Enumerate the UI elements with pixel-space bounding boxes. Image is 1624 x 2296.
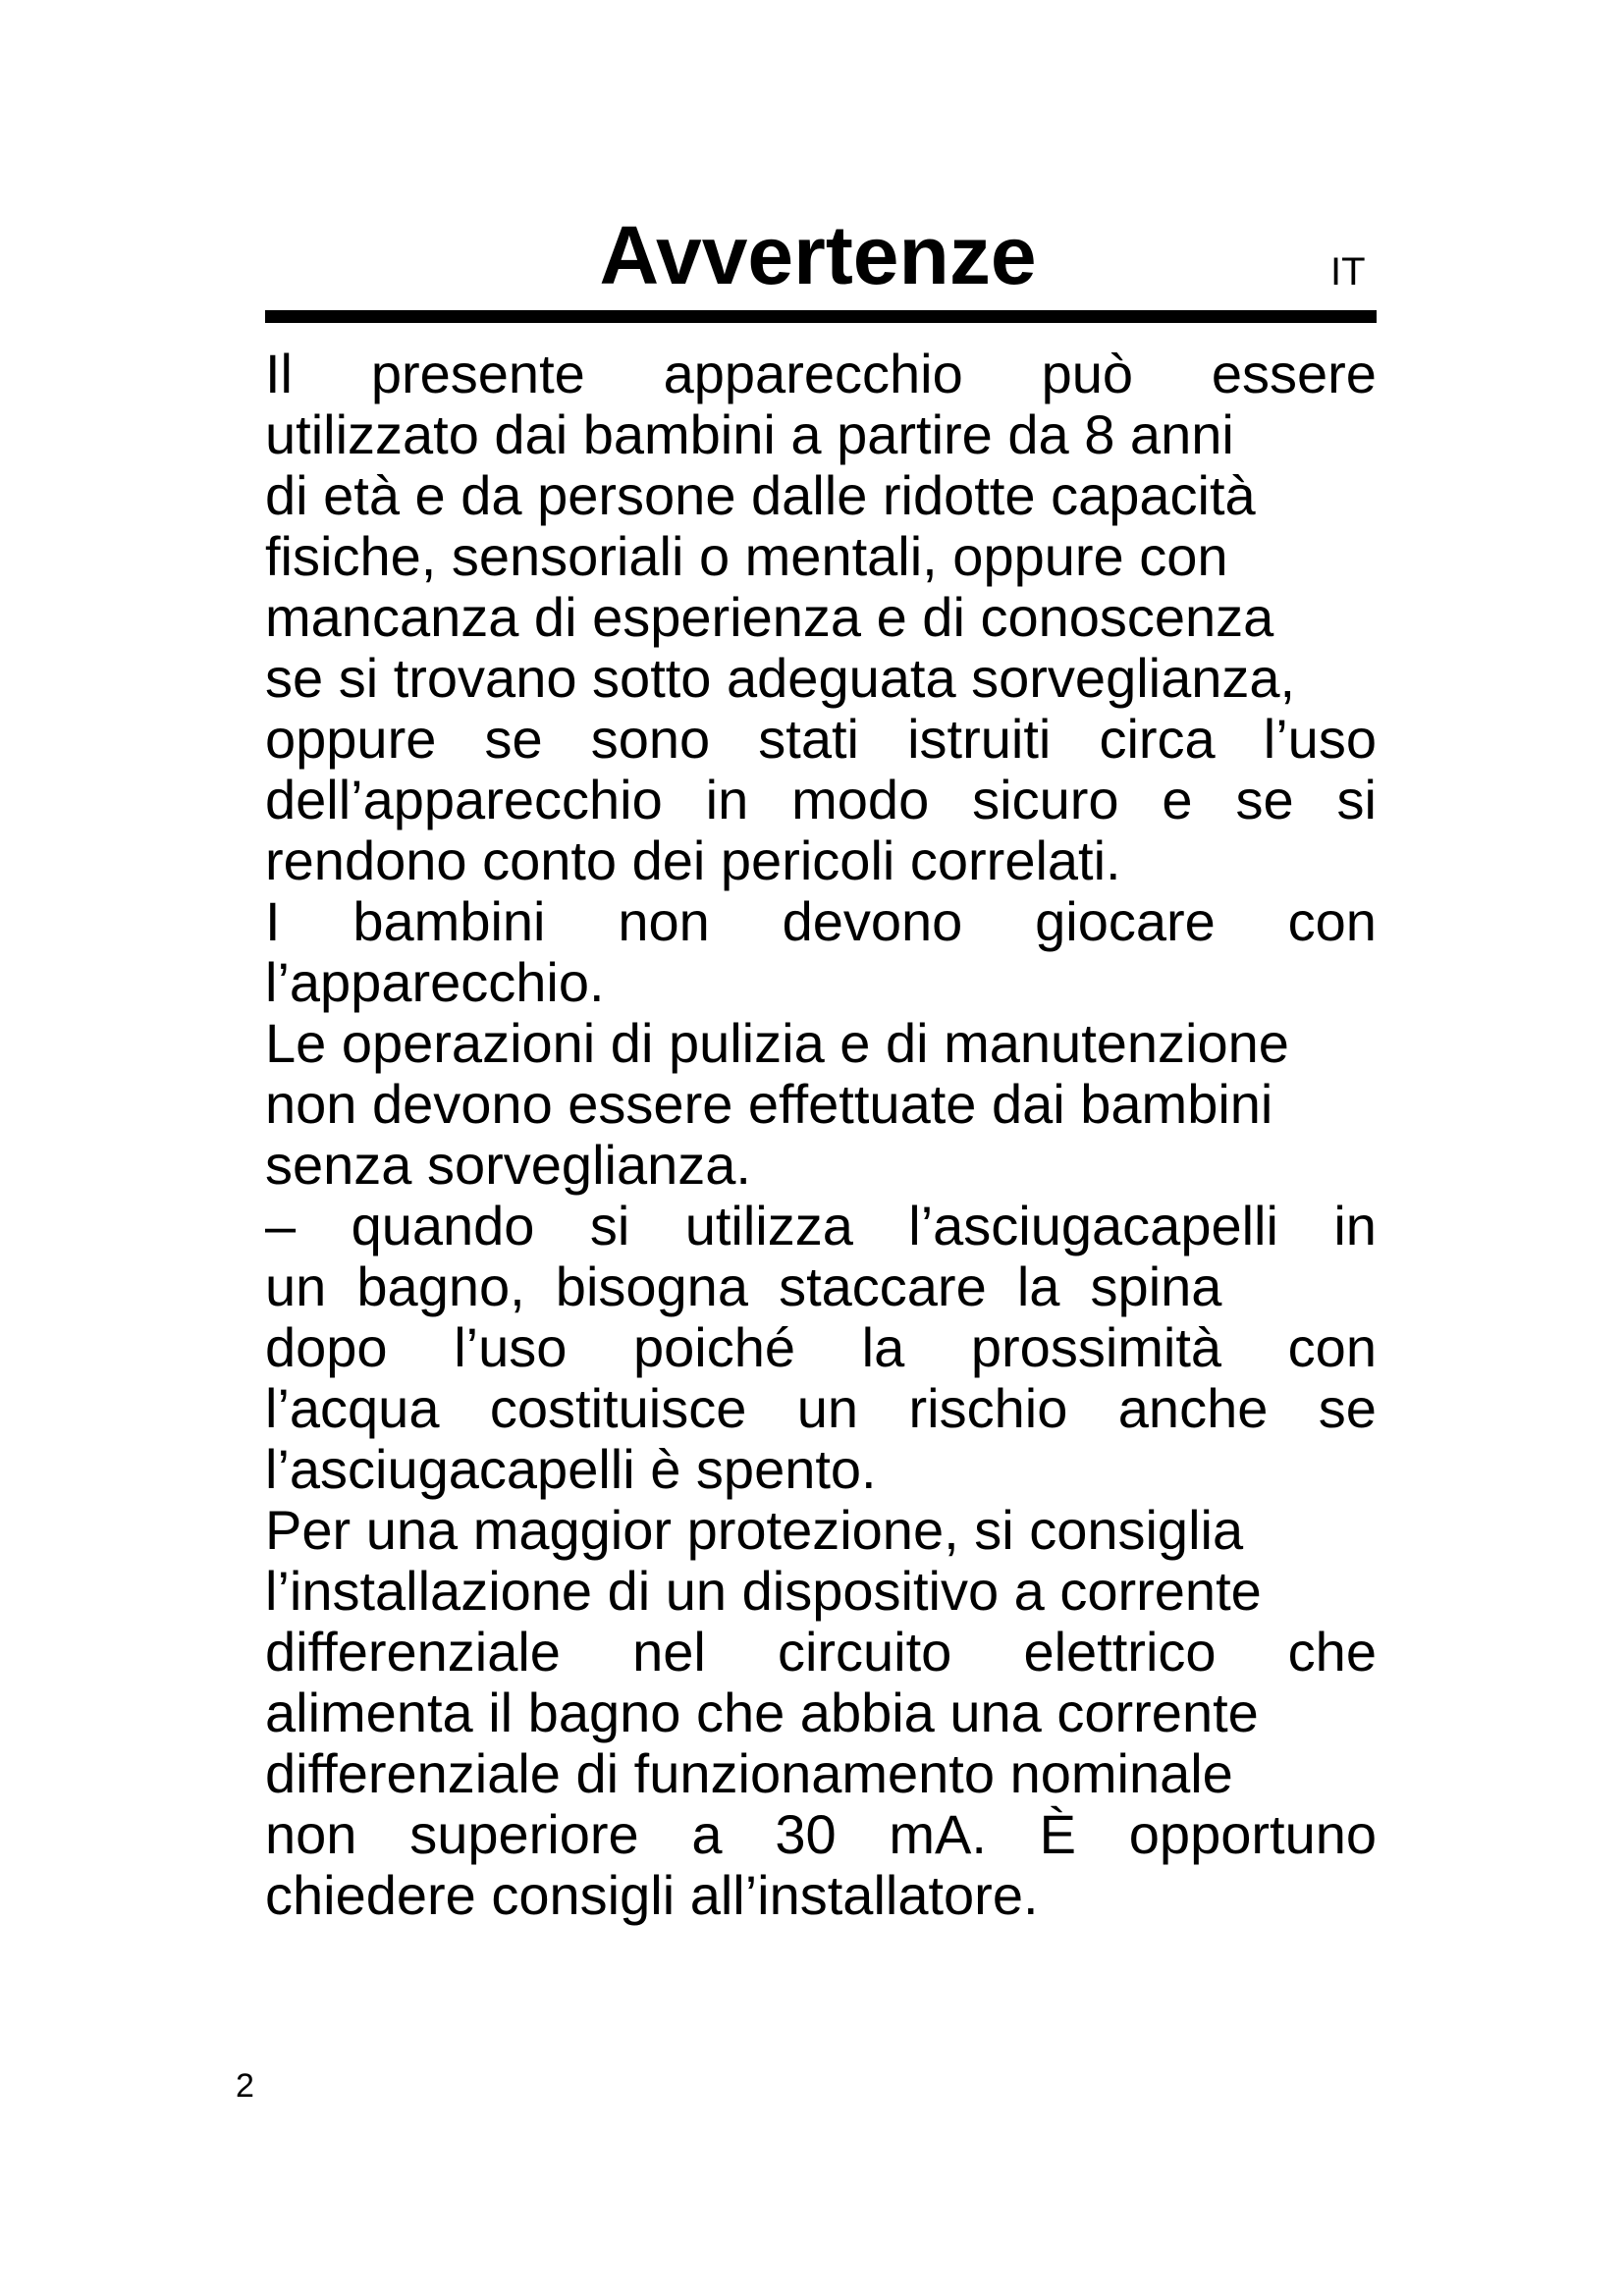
text-line: un bagno, bisogna staccare la spina <box>265 1255 1222 1317</box>
text-line: – quando si utilizza l’asciugacapelli in <box>265 1195 1377 1256</box>
text-line: non devono essere effettuate dai bambini <box>265 1073 1273 1135</box>
text-line: non superiore a 30 mA. È opportuno <box>265 1803 1377 1865</box>
page-number: 2 <box>236 2067 254 2105</box>
text-line: l’installazione di un dispositivo a corrente <box>265 1560 1262 1622</box>
paragraph-rcd-protection <box>265 1500 1377 1926</box>
text-line: fisiche, sensoriali o mentali, oppure con <box>265 525 1228 587</box>
text-line: l’apparecchio. <box>265 951 605 1013</box>
page-title: Avvertenze <box>599 209 1037 301</box>
text-line: alimenta il bagno che abbia una corrente <box>265 1682 1259 1743</box>
text-line: mancanza di esperienza e di conoscenza <box>265 586 1274 648</box>
paragraph-cleaning <box>265 1013 1377 1196</box>
title-divider <box>265 310 1377 323</box>
text-line: differenziale nel circuito elettrico che <box>265 1621 1377 1682</box>
text-line: Le operazioni di pulizia e di manutenzione <box>265 1012 1289 1074</box>
paragraph-usage-by-children <box>265 344 1377 891</box>
text-line: Il presente apparecchio può essere <box>265 343 1377 404</box>
text-line: utilizzato dai bambini a partire da 8 anni <box>265 403 1234 465</box>
text-line: dopo l’uso poiché la prossimità con <box>265 1316 1377 1378</box>
text-line: oppure se sono stati istruiti circa l’uso <box>265 708 1377 770</box>
text-line: Per una maggior protezione, si consiglia <box>265 1499 1244 1561</box>
text-line: se si trovano sotto adeguata sorveglianza, <box>265 647 1296 709</box>
text-line: l’acqua costituisce un rischio anche se <box>265 1377 1377 1439</box>
warnings-body <box>265 344 1377 1926</box>
paragraph-bathroom-use <box>265 1196 1377 1500</box>
language-code: IT <box>1330 250 1366 294</box>
text-line: l’asciugacapelli è spento. <box>265 1438 877 1500</box>
text-line: dell’apparecchio in modo sicuro e se si <box>265 769 1377 830</box>
text-line: differenziale di funzionamento nominale <box>265 1742 1233 1804</box>
text-line: I bambini non devono giocare con <box>265 890 1377 952</box>
text-line: di età e da persone dalle ridotte capacità <box>265 464 1256 526</box>
text-line: chiedere consigli all’installatore. <box>265 1864 1039 1926</box>
text-line: senza sorveglianza. <box>265 1134 751 1196</box>
text-line: rendono conto dei pericoli correlati. <box>265 829 1121 891</box>
paragraph-no-playing <box>265 891 1377 1013</box>
